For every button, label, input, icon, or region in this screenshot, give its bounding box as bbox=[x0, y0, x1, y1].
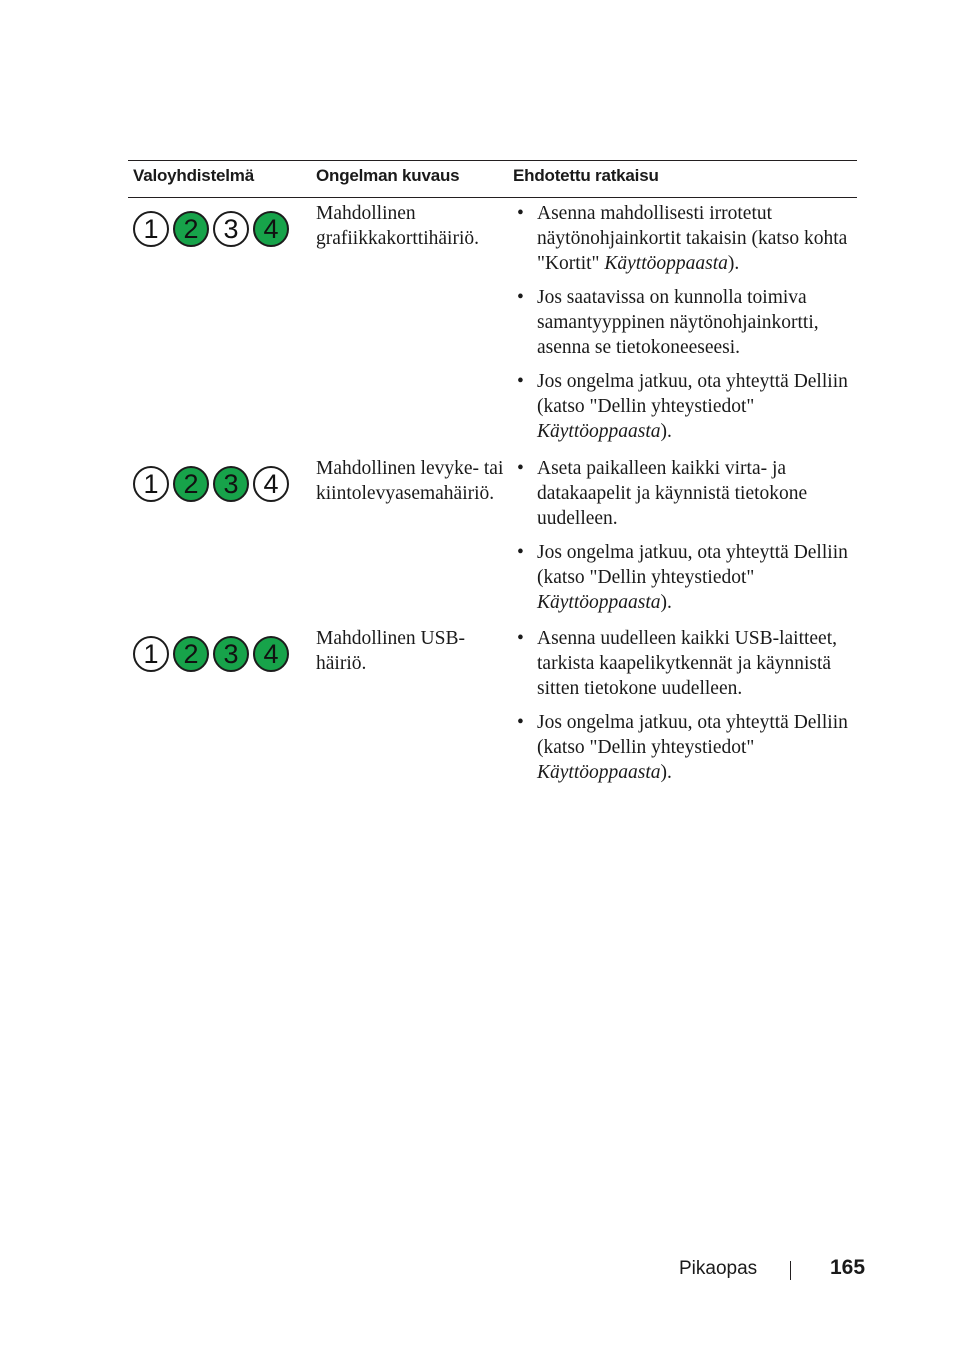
diagnostic-light-2: 2 bbox=[173, 636, 209, 672]
footer-separator bbox=[790, 1261, 791, 1280]
header-problem-description: Ongelman kuvaus bbox=[316, 166, 460, 185]
diagnostic-light-4: 4 bbox=[253, 211, 289, 247]
solution-item: • Jos ongelma jatkuu, ota yhteyttä Delliin (katso "Dellin yhteystiedot" Käyttöoppaasta). bbox=[517, 542, 848, 613]
footer-section-title: Pikaopas bbox=[679, 1258, 758, 1279]
solution-list bbox=[517, 626, 857, 794]
diagnostic-light-3: 3 bbox=[213, 466, 249, 502]
solution-item: • Asenna mahdollisesti irrotetut näytönohjainkortit takaisin (katso kohta "Kortit" Käyttöoppaasta). bbox=[517, 203, 848, 274]
solution-item: • Jos saatavissa on kunnolla toimiva samantyyppinen näytönohjainkortti, asenna se tietokoneeseesi. bbox=[517, 287, 819, 358]
page-number: 165 bbox=[830, 1256, 866, 1279]
diagnostic-light-2: 2 bbox=[173, 466, 209, 502]
problem-description: Mahdollinen grafiikkakorttihäiriö. bbox=[316, 203, 479, 249]
problem-description: Mahdollinen USB-häiriö. bbox=[316, 628, 465, 674]
diagnostic-light-4: 4 bbox=[253, 466, 289, 502]
header-suggested-solution: Ehdotettu ratkaisu bbox=[513, 166, 659, 185]
diagnostic-light-4: 4 bbox=[253, 636, 289, 672]
solution-list bbox=[517, 201, 857, 453]
diagnostic-light-3: 3 bbox=[213, 211, 249, 247]
table-top-rule bbox=[128, 160, 857, 161]
diagnostic-light-2: 2 bbox=[173, 211, 209, 247]
table-header-rule bbox=[128, 197, 857, 198]
solution-item: • Jos ongelma jatkuu, ota yhteyttä Delliin (katso "Dellin yhteystiedot" Käyttöoppaasta). bbox=[517, 712, 848, 783]
problem-description: Mahdollinen levyke- tai kiintolevyasemahäiriö. bbox=[316, 458, 504, 504]
solution-item: • Jos ongelma jatkuu, ota yhteyttä Delliin (katso "Dellin yhteystiedot" Käyttöoppaasta). bbox=[517, 371, 848, 442]
solution-list bbox=[517, 456, 857, 624]
solution-item: • Asenna uudelleen kaikki USB-laitteet, tarkista kaapelikytkennät ja käynnistä sitten tietokone uudelleen. bbox=[517, 628, 838, 699]
header-light-combination: Valoyhdistelmä bbox=[133, 166, 254, 185]
solution-item: • Aseta paikalleen kaikki virta- ja datakaapelit ja käynnistä tietokone uudelleen. bbox=[517, 458, 808, 529]
diagnostic-light-3: 3 bbox=[213, 636, 249, 672]
diagnostic-light-1: 1 bbox=[133, 636, 169, 672]
diagnostic-light-1: 1 bbox=[133, 466, 169, 502]
diagnostic-light-1: 1 bbox=[133, 211, 169, 247]
